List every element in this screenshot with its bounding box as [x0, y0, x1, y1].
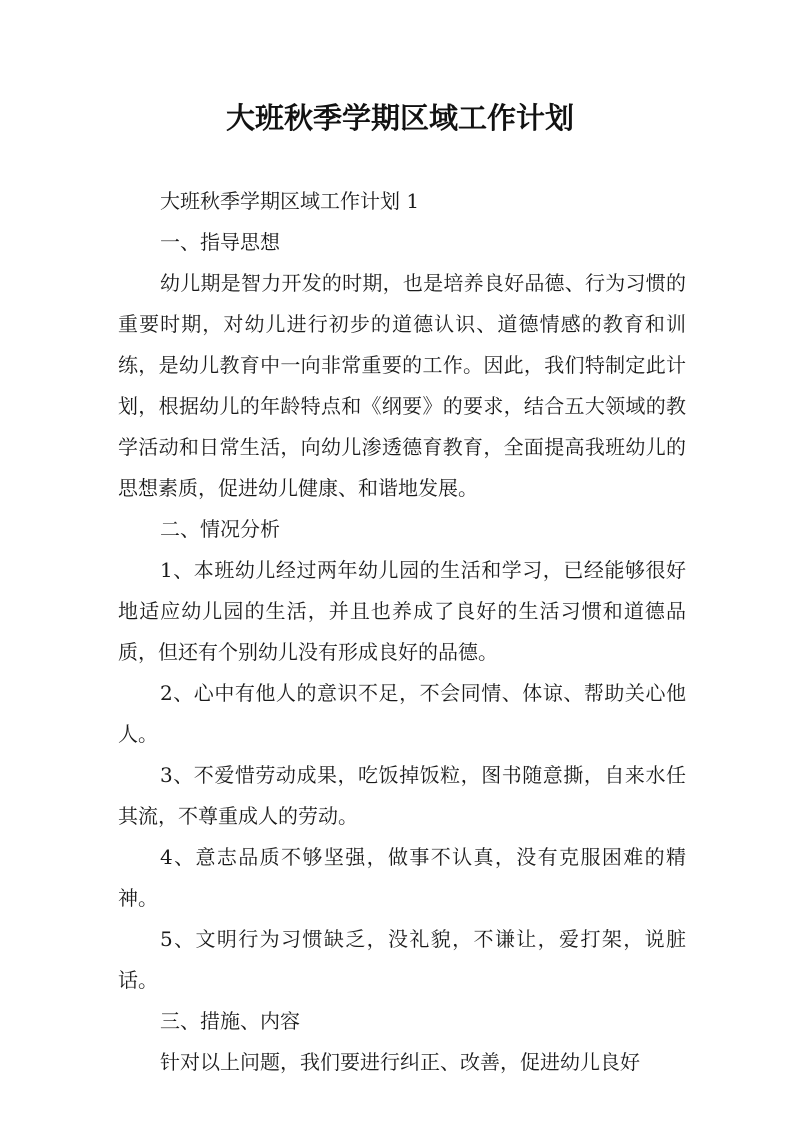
- section-heading-guiding-thought: 一、指导思想: [160, 230, 280, 254]
- section-heading-situation-analysis: 二、情况分析: [160, 517, 280, 541]
- document-title: 大班秋季学期区域工作计划: [225, 101, 574, 135]
- paragraph-situation-4: 4、意志品质不够坚强，做事不认真，没有克服困难的精神。: [118, 845, 686, 910]
- section-heading-measures: 三、措施、内容: [160, 1009, 300, 1033]
- paragraph-situation-3: 3、不爱惜劳动成果，吃饭掉饭粒，图书随意撕，自来水任其流，不尊重成人的劳动。: [118, 763, 686, 828]
- paragraph-situation-5: 5、文明行为习惯缺乏，没礼貌，不谦让，爱打架，说脏话。: [118, 927, 686, 992]
- paragraph-measures: 针对以上问题，我们要进行纠正、改善，促进幼儿良好: [160, 1050, 640, 1074]
- subtitle-line: 大班秋季学期区域工作计划 1: [160, 189, 420, 213]
- document-body: [118, 181, 686, 1083]
- paragraph-situation-2: 2、心中有他人的意识不足，不会同情、体谅、帮助关心他人。: [118, 681, 686, 746]
- paragraph-situation-1: 1、本班幼儿经过两年幼儿园的生活和学习，已经能够很好地适应幼儿园的生活，并且也养成了良好的生活习惯和道德品质，但还有个别幼儿没有形成良好的品德。: [118, 558, 686, 664]
- paragraph-guiding-thought: 幼儿期是智力开发的时期，也是培养良好品德、行为习惯的重要时期，对幼儿进行初步的道德认识、道德情感的教育和训练，是幼儿教育中一向非常重要的工作。因此，我们特制定此计划，根据幼儿的年龄特点和《纲要》的要求，结合五大领域的教学活动和日常生活，向幼儿渗透德育教育，全面提高我班幼儿的思想素质，促进幼儿健康、和谐地发展。: [118, 271, 686, 500]
